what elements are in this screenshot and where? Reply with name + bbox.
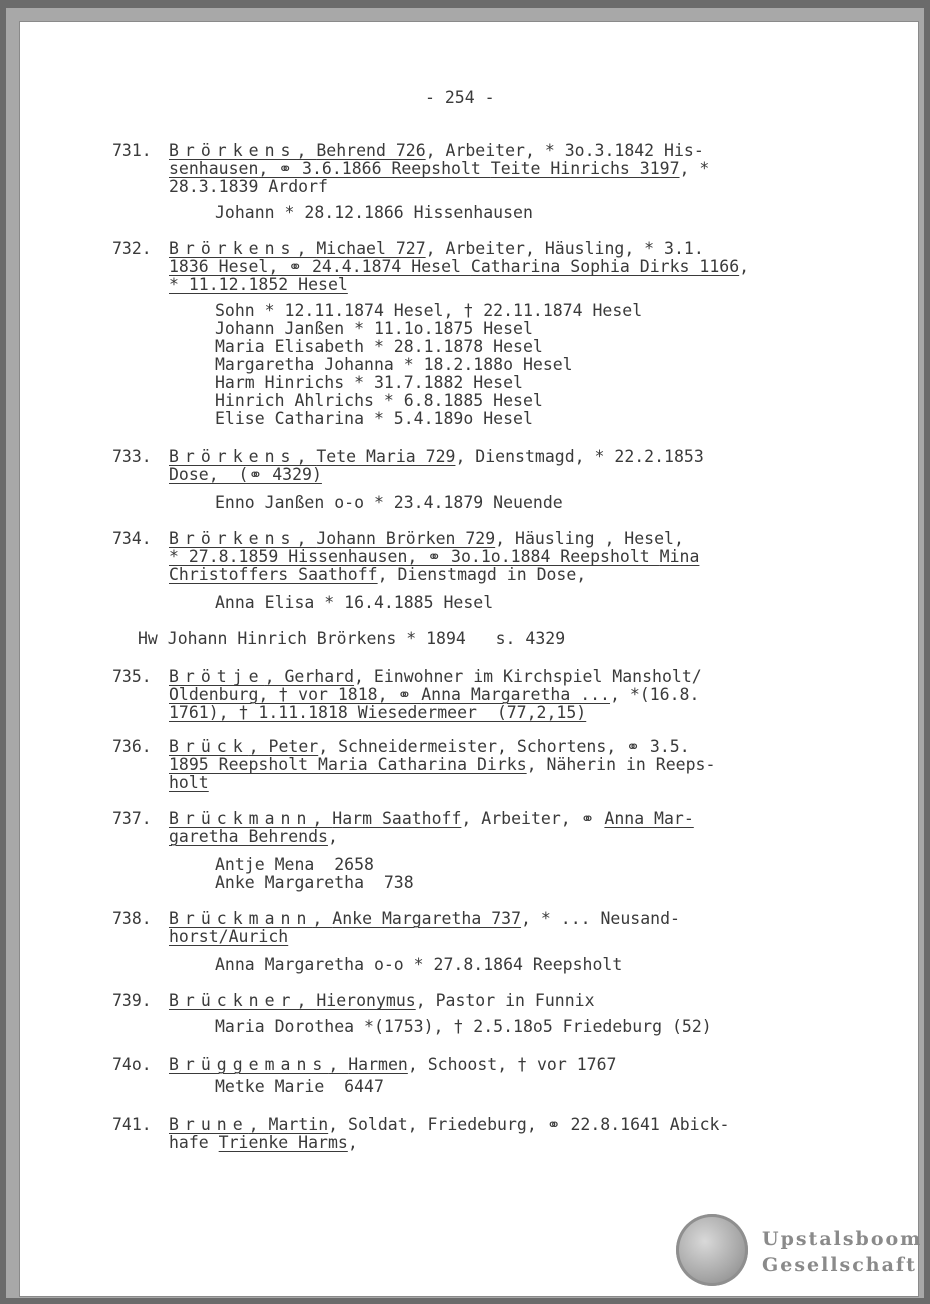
entry-text-segment: Brörkens [169, 141, 297, 160]
entry-text-segment: , [296, 141, 317, 160]
entry-text-segment: 1761), † 1.11.1818 Wiesedermeer (77,2,15) [169, 703, 587, 722]
entry-line [169, 276, 348, 294]
entry-text-segment: , Pastor in Funnix [415, 991, 595, 1010]
entry-text-segment: , [296, 447, 317, 466]
entry-text-segment: Brötje [169, 667, 265, 686]
entry-number: 734. [112, 529, 152, 548]
entry-text-segment: Michael 727 [316, 239, 426, 258]
entry-text-segment: , Einwohner im Kirchspiel Mansholt/ [354, 667, 702, 686]
entry-text-segment: Brörkens [169, 239, 297, 258]
entry-text-segment: Maria Catharina Dirks [318, 755, 527, 774]
entry-text-segment: , Schneidermeister, Schortens, ⚭ 3.5. [318, 737, 690, 756]
entry-number: 74o. [112, 1055, 152, 1074]
child-line: Sohn * 12.11.1874 Hesel, † 22.11.1874 Hesel [215, 301, 643, 320]
child-line: Elise Catharina * 5.4.189o Hesel [215, 409, 533, 428]
entry-number: 732. [112, 239, 152, 258]
entry-line [169, 1116, 729, 1134]
entry-line [169, 258, 749, 276]
entry-line [169, 686, 699, 704]
entry-line [169, 1134, 358, 1152]
entry-text-segment: Martin [268, 1115, 329, 1134]
entry-text-segment: holt [169, 773, 209, 792]
entry-text-segment: , [312, 809, 333, 828]
entry-line [169, 530, 684, 548]
entry-line [169, 240, 704, 258]
child-line: Maria Elisabeth * 28.1.1878 Hesel [215, 337, 543, 356]
entry-line [169, 928, 288, 946]
entry-text-segment: Hieronymus [316, 991, 416, 1010]
entry-line [169, 756, 715, 774]
entry-text-segment: Harm Saathoff [332, 809, 462, 828]
entry-line [169, 704, 586, 722]
brand-line-1: Upstalsboom [762, 1228, 923, 1250]
entry-line [169, 160, 709, 178]
child-line: Maria Dorothea *(1753), † 2.5.18o5 Friedeburg (52) [215, 1017, 712, 1036]
entry-number: 735. [112, 667, 152, 686]
document-page [20, 22, 923, 1296]
entry-text-segment: Gerhard [284, 667, 355, 686]
entry-text-segment: Brückmann [169, 809, 313, 828]
entry-text-segment: Oldenburg, † vor 1818, ⚭ [169, 685, 422, 704]
entry-text-segment: , *(16.8. [610, 685, 700, 704]
entry-text-segment: Brück [169, 737, 249, 756]
entry-number: 737. [112, 809, 152, 828]
entry-text-segment: , [264, 667, 285, 686]
entry-text-segment: , [296, 529, 317, 548]
entry-text-segment: Tete Maria 729 [316, 447, 456, 466]
entry-line [169, 738, 690, 756]
entry-text-segment: , [328, 1055, 349, 1074]
entry-text-segment: 28.3.1839 Ardorf [169, 177, 328, 196]
entry-text-segment: senhausen [169, 159, 259, 178]
entry-number: 738. [112, 909, 152, 928]
child-line: Harm Hinrichs * 31.7.1882 Hesel [215, 373, 523, 392]
entry-text-segment: Brückmann [169, 909, 313, 928]
upstalsboom-seal-icon [676, 1214, 748, 1286]
entry-text-segment: Peter [268, 737, 319, 756]
entry-text-segment: , Arbeiter, ⚭ [461, 809, 605, 828]
entry-line [169, 910, 680, 928]
entry-text-segment: 1895 Reepsholt [169, 755, 319, 774]
entry-text-segment: , Soldat, Friedeburg, ⚭ 22.8.1641 Abick- [328, 1115, 730, 1134]
entry-text-segment: hafe [169, 1133, 219, 1152]
child-line: Hinrich Ahlrichs * 6.8.1885 Hesel [215, 391, 543, 410]
entry-text-segment: Teite Hinrichs 3197 [490, 159, 680, 178]
child-line: Metke Marie 6447 [215, 1077, 384, 1096]
entry-line [169, 668, 702, 686]
entry-text-segment: Johann Brörken 729 [316, 529, 496, 548]
entry-line [169, 1056, 616, 1074]
scan-frame [6, 8, 924, 1298]
entry-line [169, 774, 209, 792]
entry-text-segment: Anke Margaretha 737 [332, 909, 522, 928]
entry-line [169, 566, 586, 584]
child-line: Johann Janßen * 11.1o.1875 Hesel [215, 319, 533, 338]
entry-line [169, 142, 704, 160]
publisher-branding [676, 1214, 923, 1294]
entry-text-segment: Anna Mar- [604, 809, 694, 828]
entry-text-segment: , Dienstmagd, * 22.2.1853 [455, 447, 704, 466]
child-line: Anke Margaretha 738 [215, 873, 414, 892]
entry-number: 741. [112, 1115, 152, 1134]
entry-text-segment: , [248, 737, 269, 756]
entry-text-segment: garetha Behrends [169, 827, 328, 846]
entry-text-segment: Catharina Sophia Dirks 1166 [470, 257, 740, 276]
entry-text-segment: , Häusling , Hesel, [495, 529, 684, 548]
entry-number: 731. [112, 141, 152, 160]
entry-text-segment: horst/Aurich [169, 927, 289, 946]
entry-text-segment: , [248, 1115, 269, 1134]
entry-text-segment: , * [679, 159, 710, 178]
entry-text-segment: Behrend 726 [316, 141, 426, 160]
child-line: Anna Elisa * 16.4.1885 Hesel [215, 593, 494, 612]
entry-text-segment: , [296, 991, 317, 1010]
entry-text-segment: , [739, 257, 750, 276]
entry-number: 736. [112, 737, 152, 756]
entry-text-segment: Christoffers Saathoff [169, 565, 378, 584]
child-line: Margaretha Johanna * 18.2.188o Hesel [215, 355, 573, 374]
entry-line [169, 810, 694, 828]
entry-line [169, 448, 704, 466]
entry-text-segment: , [296, 239, 317, 258]
entry-line [169, 828, 338, 846]
entry-text-segment: , Dienstmagd in Dose, [377, 565, 587, 584]
entry-text-segment: , Arbeiter, Häusling, * 3.1. [425, 239, 704, 258]
entry-text-segment: Brüggemans [169, 1055, 329, 1074]
entry-text-segment: Anna Margaretha ... [421, 685, 610, 704]
entry-text-segment: Brune [169, 1115, 249, 1134]
entry-text-segment: , ⚭ 3.6.1866 Reepsholt [258, 159, 491, 178]
entry-text-segment: * 11.12.1852 Hesel [169, 275, 348, 294]
child-line: Enno Janßen o-o * 23.4.1879 Neuende [215, 493, 563, 512]
entry-text-segment: Brückner [169, 991, 297, 1010]
entry-line [169, 548, 699, 566]
entry-text-segment: , [327, 827, 338, 846]
page-number: - 254 - [425, 88, 495, 107]
brand-line-2: Gesellschaft [762, 1254, 917, 1276]
entry-text-segment: 1836 Hesel, ⚭ 24.4.1874 Hesel [169, 257, 471, 276]
entry-line [169, 466, 322, 484]
entry-text-segment: , [312, 909, 333, 928]
entry-text-segment: Mina [659, 547, 700, 566]
child-line: Anna Margaretha o-o * 27.8.1864 Reepsholt [215, 955, 623, 974]
entry-text-segment: Harmen [348, 1055, 408, 1074]
entry-text-segment: * 27.8.1859 Hissenhausen, ⚭ 3o.1o.1884 Reepsholt [169, 547, 660, 566]
document-content [20, 22, 923, 1296]
child-line: Johann * 28.12.1866 Hissenhausen [215, 203, 533, 222]
entry-text-segment: Trienke Harms [218, 1133, 348, 1152]
entry-text-segment: , * ... Neusand- [521, 909, 680, 928]
entry-number: 733. [112, 447, 152, 466]
entry-text-segment: , Näherin in Reeps- [526, 755, 716, 774]
entry-text-segment: , Schoost, † vor 1767 [407, 1055, 617, 1074]
entry-text-segment: , Arbeiter, * 3o.3.1842 His- [425, 141, 704, 160]
entry-line [169, 992, 595, 1010]
entry-text-segment: Brörkens [169, 529, 297, 548]
entry-text-segment: Brörkens [169, 447, 297, 466]
entry-text-segment: , [347, 1133, 358, 1152]
hw-note: Hw Johann Hinrich Brörkens * 1894 s. 4329 [138, 629, 566, 648]
entry-text-segment: Dose, (⚭ 4329) [169, 465, 322, 484]
entry-line [169, 178, 328, 196]
child-line: Antje Mena 2658 [215, 855, 374, 874]
entry-number: 739. [112, 991, 152, 1010]
